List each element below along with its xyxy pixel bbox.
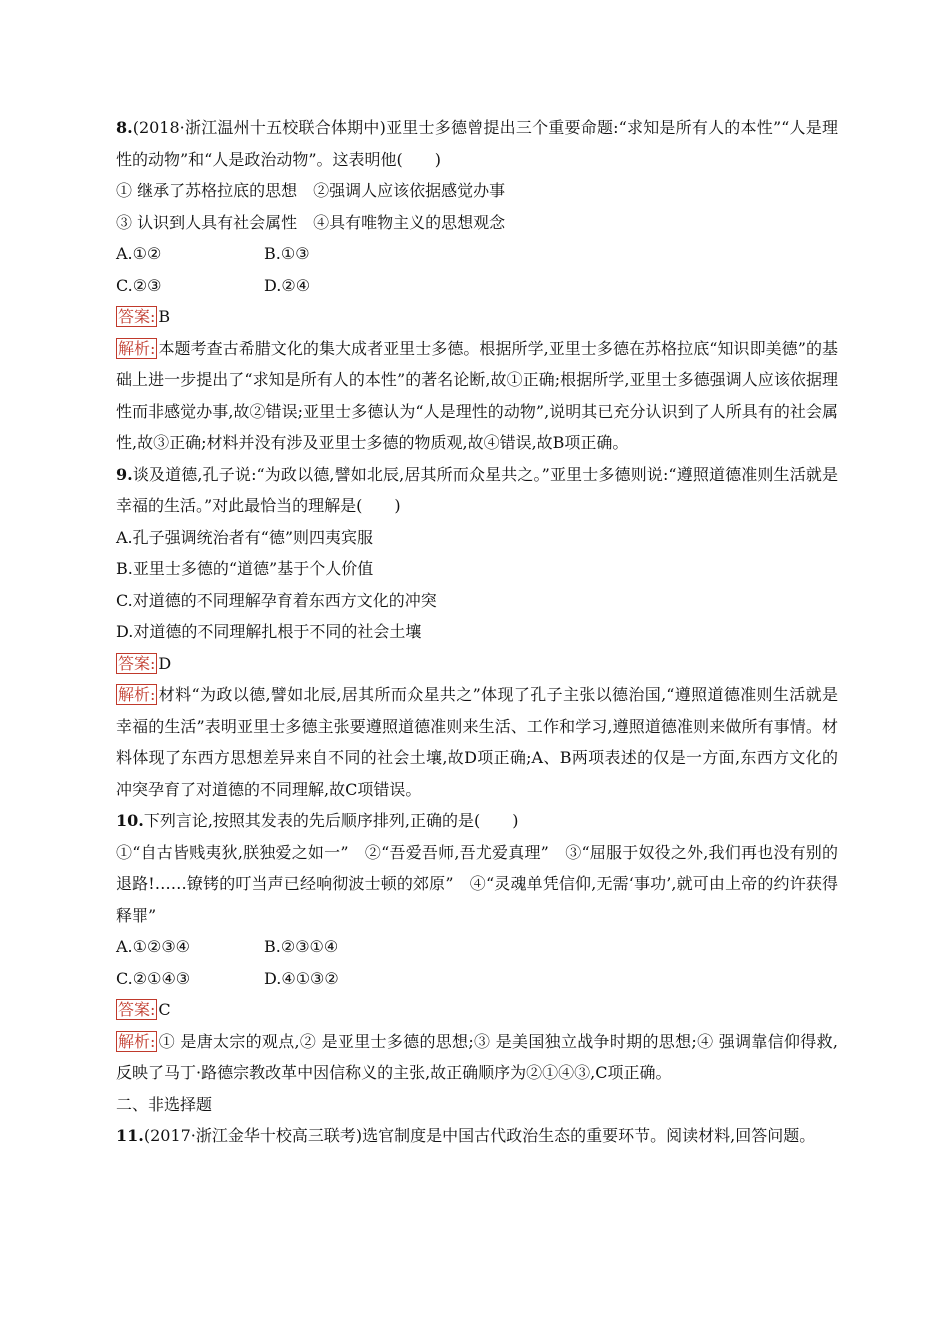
question-8-option-d: D.②④ (264, 275, 311, 295)
question-10-statements: ①“自古皆贱夷狄,朕独爱之如一” ②“吾爱吾师,吾尤爱真理” ③“屈服于奴役之外,我们再也没有别的退路!……镣铐的叮当声已经响彻波士顿的郊原” ④“灵魂单凭信仰,无需‘事功’,就可由上帝的约许获得释罪” (116, 842, 838, 925)
question-10-options-row-2 (116, 963, 838, 995)
question-9-answer-value: D (158, 653, 172, 673)
question-9-option-a: A.孔子强调统治者有“德”则四夷宾服 (116, 527, 374, 547)
question-8-answer (116, 301, 838, 333)
question-9-option-d: D.对道德的不同理解扎根于不同的社会土壤 (116, 622, 422, 641)
answer-tag: 答案: (118, 653, 156, 673)
question-10-number: 10. (116, 811, 144, 830)
question-9-answer (116, 648, 838, 680)
question-8-statement-1: ① 继承了苏格拉底的思想 ②强调人应该依据感觉办事 (116, 181, 506, 200)
question-8-stem (116, 112, 838, 175)
question-8-text: (2018·浙江温州十五校联合体期中)亚里士多德曾提出三个重要命题:“求知是所有人的本性”“人是理性的动物”和“人是政治动物”。这表明他( ) (116, 118, 838, 169)
question-8-options-row-1 (116, 238, 838, 270)
question-8-answer-value: B (158, 307, 171, 326)
question-10-option-a: A.①②③④ (116, 937, 191, 956)
question-11-stem (116, 1120, 838, 1152)
analysis-tag: 解析: (118, 338, 156, 358)
question-10-answer-value: C (158, 1000, 171, 1019)
question-9-stem (116, 459, 838, 522)
question-10-answer (116, 994, 838, 1026)
question-9-text: 谈及道德,孔子说:“为政以德,譬如北辰,居其所而众星共之。”亚里士多德则说:“遵照道德准则生活就是幸福的生活。”对此最恰当的理解是( ) (116, 464, 838, 515)
question-9-analysis-text: 材料“为政以德,譬如北辰,居其所而众星共之”体现了孔子主张以德治国,“遵照道德准则生活就是幸福的生活”表明亚里士多德主张要遵照道德准则来生活、工作和学习,遵照道德准则来做所有事情。材料体现了东西方思想差异来自不同的社会土壤,故D项正确;A、B两项表述的仅是一方面,东西方文化的冲突孕育了对道德的不同理解,故C项错误。 (116, 685, 838, 799)
question-10-options-row-1 (116, 931, 838, 963)
question-10-text: 下列言论,按照其发表的先后顺序排列,正确的是( ) (143, 811, 519, 830)
question-8-analysis (116, 333, 838, 459)
question-9-analysis (116, 679, 838, 805)
analysis-tag: 解析: (118, 1031, 156, 1051)
question-9-option-b: B.亚里士多德的“道德”基于个人价值 (116, 559, 374, 578)
question-10-analysis-text: ① 是唐太宗的观点,② 是亚里士多德的思想;③ 是美国独立战争时期的思想;④ 强调靠信仰得救,反映了马丁·路德宗教改革中因信称义的主张,故正确顺序为②①④③,C项正确。 (116, 1031, 838, 1082)
question-8-option-b: B.①③ (264, 244, 310, 263)
question-8-option-c: C.②③ (116, 275, 162, 295)
question-11-number: 11. (116, 1126, 144, 1145)
analysis-tag: 解析: (118, 685, 156, 704)
question-10-stem (116, 805, 838, 837)
answer-tag: 答案: (118, 1000, 156, 1019)
section-title: 二、非选择题 (116, 1094, 213, 1114)
question-9-option-c: C.对道德的不同理解孕育着东西方文化的冲突 (116, 590, 437, 610)
page-content (116, 112, 838, 1152)
question-8-options-row-2 (116, 270, 838, 302)
question-10-analysis (116, 1026, 838, 1089)
question-9-number: 9. (116, 464, 133, 484)
question-8-option-a: A.①② (116, 244, 162, 263)
question-10-option-d: D.④①③② (264, 968, 339, 988)
answer-tag: 答案: (118, 307, 156, 326)
question-10-option-c: C.②①④③ (116, 968, 191, 988)
question-8-statement-2: ③ 认识到人具有社会属性 ④具有唯物主义的思想观念 (116, 212, 506, 232)
question-10-option-b: B.②③①④ (264, 937, 339, 956)
question-8-analysis-text: 本题考查古希腊文化的集大成者亚里士多德。根据所学,亚里士多德在苏格拉底“知识即美德”的基础上进一步提出了“求知是所有人的本性”的著名论断,故①正确;根据所学,亚里士多德强调人应该依据理性而非感觉办事,故②错误;亚里士多德认为“人是理性的动物”,说明其已充分认识到了人所具有的社会属性,故③正确;材料并没有涉及亚里士多德的物质观,故④错误,故B项正确。 (116, 338, 838, 452)
question-8-number: 8. (116, 118, 133, 137)
question-11-text: (2017·浙江金华十校高三联考)选官制度是中国古代政治生态的重要环节。阅读材料,回答问题。 (143, 1126, 816, 1145)
